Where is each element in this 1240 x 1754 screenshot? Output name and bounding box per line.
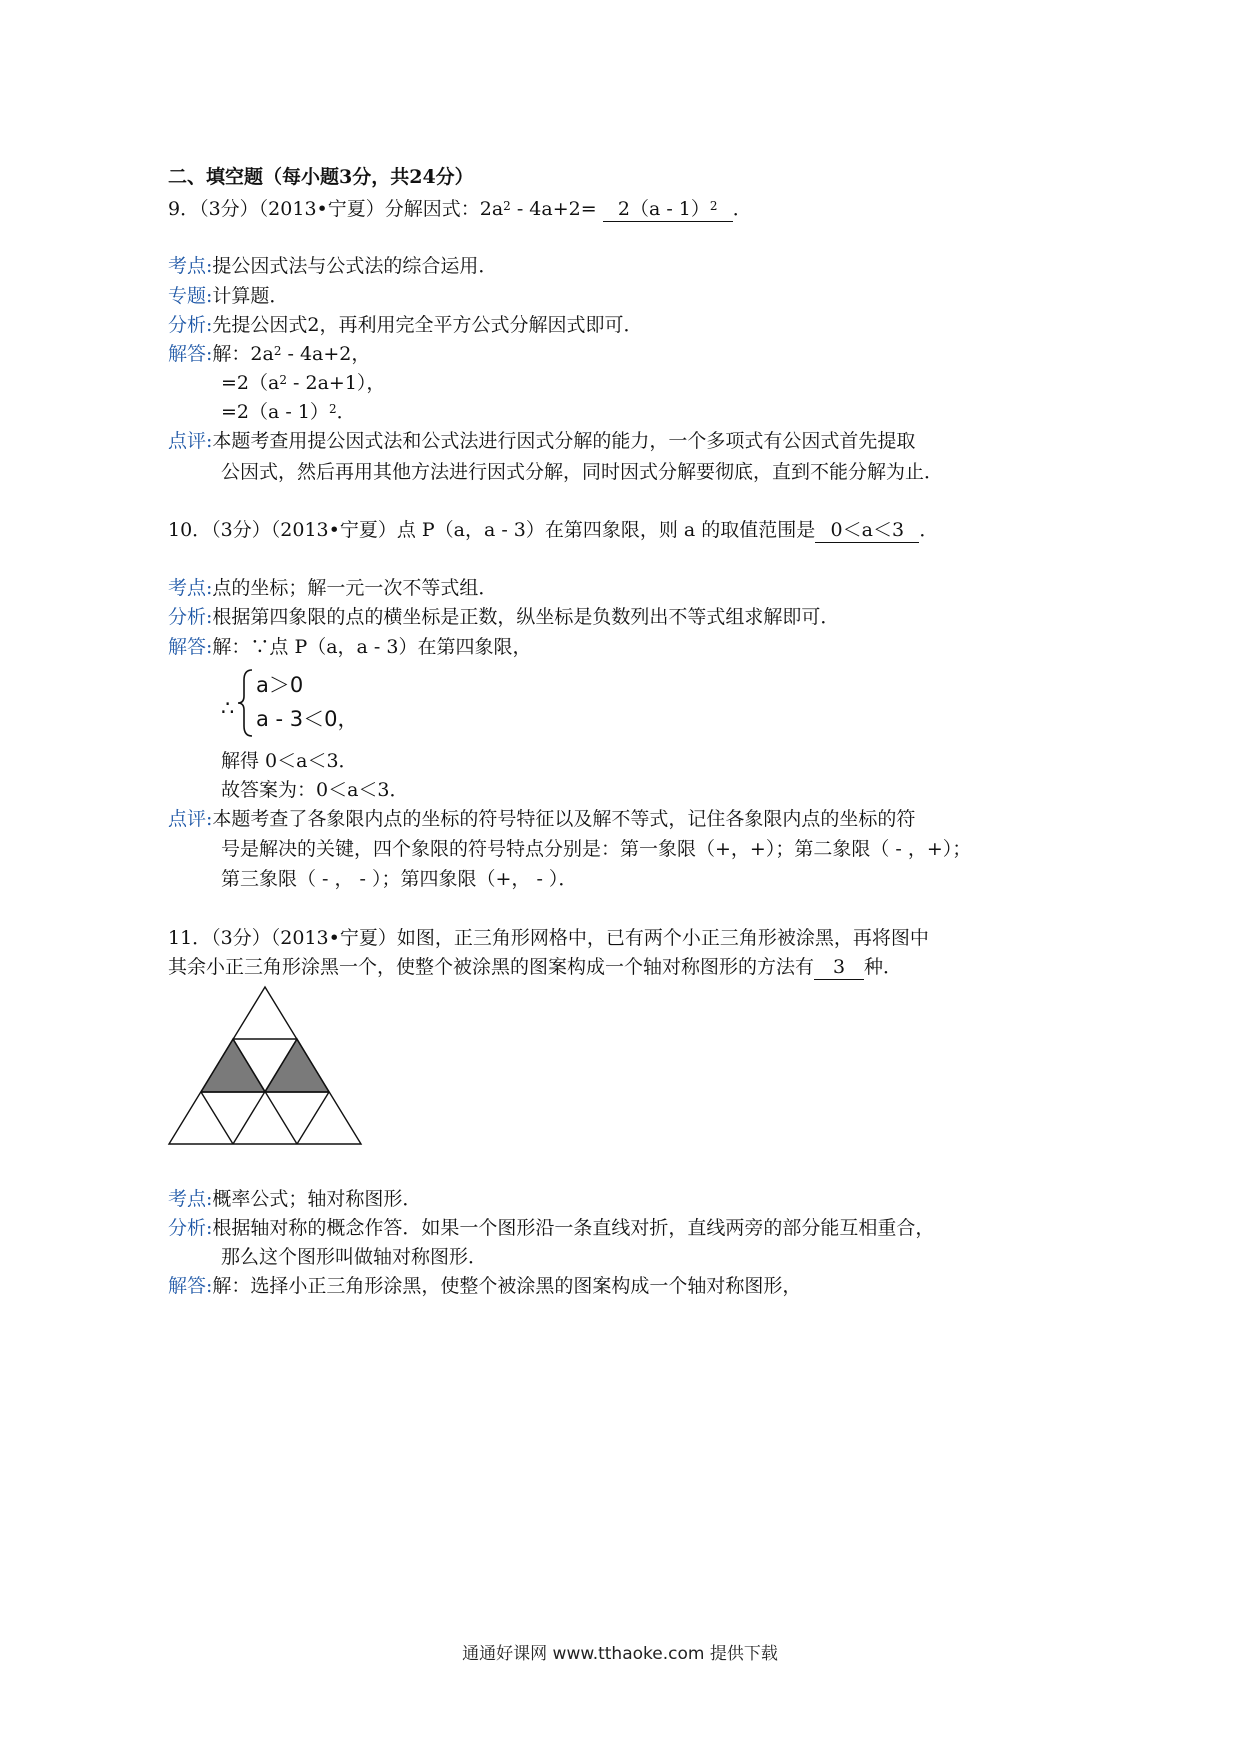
q9-zhuanti-text: 计算题． [212, 285, 289, 307]
label-dianping: 点评: [168, 808, 213, 830]
q9-jieda-3-exp: 2 [328, 402, 337, 416]
q9-stem-text: 9．（3分）（2013•宁夏）分解因式：2a [168, 198, 504, 220]
q11-kaodian [168, 1186, 421, 1212]
q10-fenxi [168, 604, 839, 630]
q10-dianping-line2: 号是解决的关键，四个象限的符号特点分别是：第一象限（+，+）；第二象限（ - ，+）； [221, 838, 972, 860]
system-line-1: a＞0 [256, 673, 304, 697]
q11-jieda-1: 解：选择小正三角形涂黑，使整个被涂黑的图案构成一个轴对称图形， [212, 1275, 802, 1297]
q11-jieda [168, 1273, 801, 1299]
label-jieda: 解答: [168, 636, 213, 658]
system-comma: ， [337, 707, 359, 731]
left-brace-icon [236, 668, 256, 738]
label-zhuanti: 专题: [168, 285, 213, 307]
shaded-triangle-left [201, 1039, 265, 1092]
q9-jieda-3: =2（a - 1） [221, 401, 329, 423]
q10-dianping-line3: 第三象限（ - ， - ）；第四象限（+， - ）． [221, 868, 578, 890]
q9-jieda-1-exp: 2 [273, 344, 282, 358]
q11-end: 种． [864, 956, 903, 978]
label-kaodian: 考点: [168, 1188, 213, 1210]
q9-jieda-1: 解：2a [212, 343, 274, 365]
label-jieda: 解答: [168, 343, 213, 365]
q9-dianping-line2: 公因式，然后再用其他方法进行因式分解，同时因式分解要彻底，直到不能分解为止． [221, 461, 944, 483]
q10-dianping-1: 本题考查了各象限内点的坐标的符号特征以及解不等式，记住各象限内点的坐标的符 [212, 808, 916, 830]
page-footer: 通通好课网 www.tthaoke.com 提供下载 [462, 1644, 778, 1664]
q10-stem [168, 517, 938, 543]
q11-kaodian-text: 概率公式；轴对称图形． [212, 1188, 422, 1210]
label-fenxi: 分析: [168, 314, 213, 336]
q10-kaodian-text: 点的坐标；解一元一次不等式组． [212, 577, 498, 599]
q11-stem-line1: 11．（3分）（2013•宁夏）如图，正三角形网格中，已有两个小正三角形被涂黑，再将图中 [168, 927, 929, 949]
q10-dianping [168, 806, 915, 832]
section-title: 二、填空题（每小题3分，共24分） [168, 166, 474, 188]
q11-stem-line2 [168, 954, 902, 980]
q9-stem-mid: - 4a+2= [510, 198, 597, 220]
q9-jieda-line3 [221, 399, 356, 425]
q9-answer-exp: 2 [709, 199, 718, 213]
q10-jieda [168, 634, 531, 660]
label-fenxi: 分析: [168, 606, 213, 628]
q9-exp: 2 [503, 199, 511, 213]
q9-dianping-1: 本题考查用提公因式法和公式法进行因式分解的能力，一个多项式有公因式首先提取 [212, 430, 916, 452]
q9-answer: 2（a - 1） [617, 198, 710, 220]
label-kaodian: 考点: [168, 577, 213, 599]
label-kaodian: 考点: [168, 255, 213, 277]
q11-fenxi-line2: 那么这个图形叫做轴对称图形． [221, 1246, 488, 1268]
therefore-symbol: ∴ [221, 696, 235, 720]
q9-fenxi [168, 312, 643, 338]
q10-jieda-line3: 故答案为：0＜a＜3． [221, 779, 409, 801]
q10-answer-blank [815, 518, 919, 543]
q9-dianping [168, 428, 915, 454]
q10-jieda-1: 解：∵点 P（a，a - 3）在第四象限， [212, 636, 532, 658]
q9-jieda-line2 [221, 370, 385, 396]
triangle-grid-figure [166, 985, 366, 1147]
label-fenxi: 分析: [168, 1217, 213, 1239]
q9-answer-blank [603, 197, 733, 222]
q9-jieda [168, 341, 370, 367]
label-dianping: 点评: [168, 430, 213, 452]
q9-kaodian-text: 提公因式法与公式法的综合运用． [212, 255, 498, 277]
q10-kaodian [168, 575, 497, 601]
q9-stem [168, 196, 752, 222]
q10-fenxi-text: 根据第四象限的点的横坐标是正数，纵坐标是负数列出不等式组求解即可． [212, 606, 840, 628]
system-line-2 [256, 702, 359, 736]
q11-fenxi-1: 根据轴对称的概念作答．如果一个图形沿一条直线对折，直线两旁的部分能互相重合， [212, 1217, 935, 1239]
q10-answer: 0＜a＜3 [830, 519, 905, 541]
q9-kaodian [168, 253, 497, 279]
q9-end: ． [732, 198, 752, 220]
q9-zhuanti [168, 283, 288, 309]
label-jieda: 解答: [168, 1275, 213, 1297]
q11-fenxi [168, 1215, 934, 1241]
q10-jieda-line2: 解得 0＜a＜3． [221, 750, 358, 772]
q11-answer-blank [814, 955, 864, 980]
q9-fenxi-text: 先提公因式2，再利用完全平方公式分解因式即可． [212, 314, 643, 336]
shaded-triangle-right [265, 1039, 329, 1092]
q11-answer: 3 [832, 956, 846, 978]
q11-stem-text: 其余小正三角形涂黑一个，使整个被涂黑的图案构成一个轴对称图形的方法有 [168, 956, 815, 978]
q10-end: ． [919, 519, 939, 541]
q9-jieda-1b: - 4a+2， [281, 343, 371, 365]
q9-jieda-3b: ． [336, 401, 356, 423]
q9-jieda-2b: - 2a+1）， [286, 372, 386, 394]
q9-jieda-2: =2（a [221, 372, 280, 394]
q9-jieda-2-exp: 2 [279, 373, 287, 387]
q10-stem-text: 10．（3分）（2013•宁夏）点 P（a，a - 3）在第四象限，则 a 的取值范围是 [168, 519, 816, 541]
system-line-2-text: a - 3＜0 [256, 707, 338, 731]
